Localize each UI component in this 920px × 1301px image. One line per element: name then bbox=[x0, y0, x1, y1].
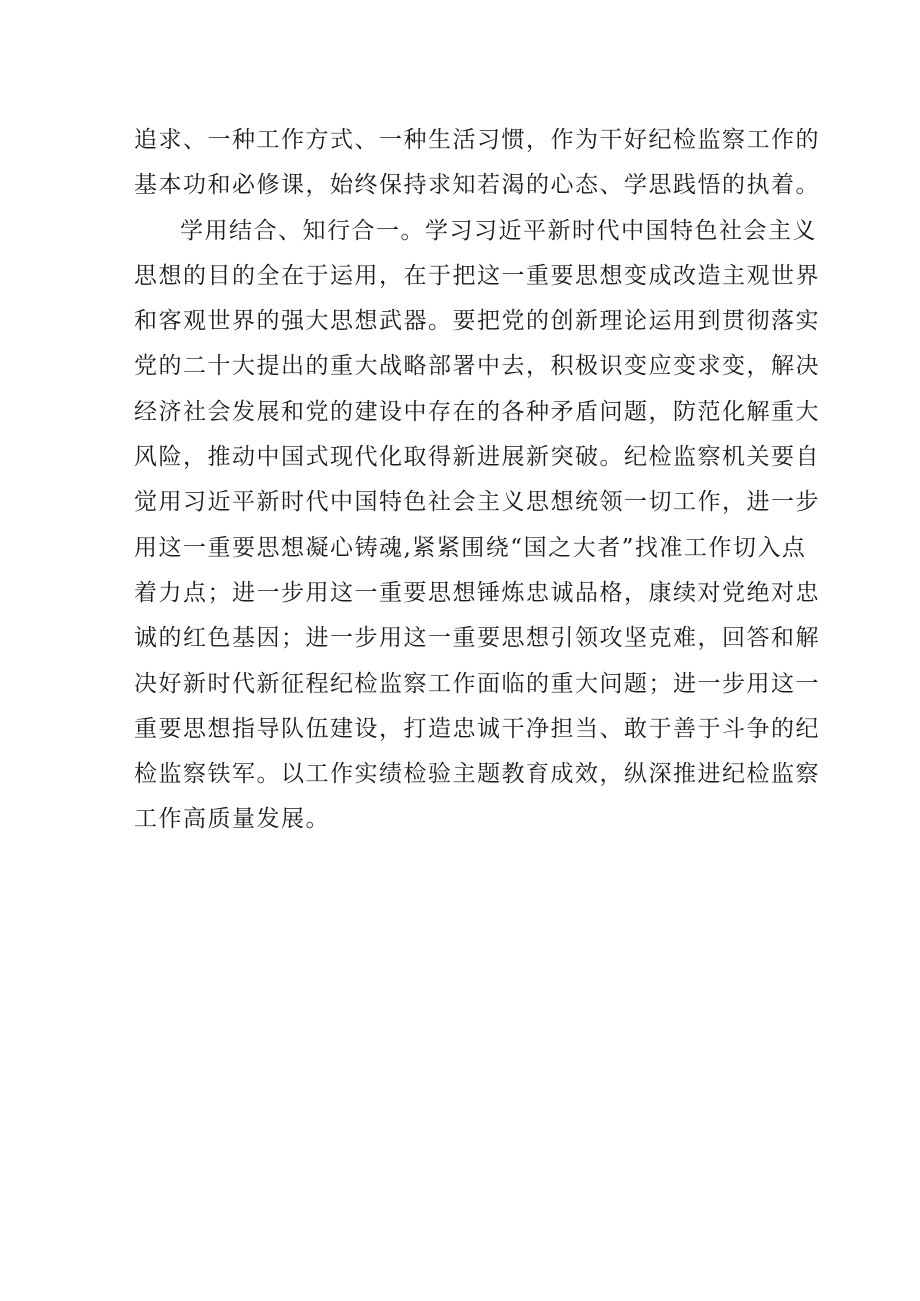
text-line: 思想的目的全在于运用，在于把这一重要思想变成改造主观世界 bbox=[134, 262, 820, 289]
text-line: 重要思想指导队伍建设，打造忠诚干净担当、敢于善于斗争的纪 bbox=[134, 715, 820, 742]
text-line: 党的二十大提出的重大战略部署中去，积极识变应变求变，解决 bbox=[134, 353, 820, 380]
paragraph-last-line: 工作高质量发展。 bbox=[134, 806, 330, 833]
text-line: 觉用习近平新时代中国特色社会主义思想统领一切工作，进一步 bbox=[134, 489, 820, 516]
text-line: 基本功和必修课，始终保持求知若渴的心态、学思践悟的执着。 bbox=[134, 172, 820, 199]
text-line: 检监察铁军。以工作实绩检验主题教育成效，纵深推进纪检监察 bbox=[134, 761, 820, 788]
text-line: 和客观世界的强大思想武器。要把党的创新理论运用到贯彻落实 bbox=[134, 308, 820, 335]
text-line: 诚的红色基因；进一步用这一重要思想引领攻坚克难，回答和解 bbox=[134, 625, 820, 652]
text-line: 用这一重要思想凝心铸魂,紧紧围绕“国之大者”找准工作切入点 bbox=[134, 534, 807, 561]
text-line: 着力点；进一步用这一重要思想锤炼忠诚品格，康续对党绝对忠 bbox=[134, 579, 820, 606]
text-line: 风险，推动中国式现代化取得新进展新突破。纪检监察机关要自 bbox=[134, 444, 820, 471]
paragraph-first-line: 学用结合、知行合一。学习习近平新时代中国特色社会主义 bbox=[180, 217, 817, 244]
body-text bbox=[134, 118, 820, 843]
text-line: 追求、一种工作方式、一种生活习惯，作为干好纪检监察工作的 bbox=[134, 127, 820, 153]
text-line: 决好新时代新征程纪检监察工作面临的重大问题；进一步用这一 bbox=[134, 670, 820, 697]
text-line: 经济社会发展和党的建设中存在的各种矛盾问题，防范化解重大 bbox=[134, 398, 820, 425]
